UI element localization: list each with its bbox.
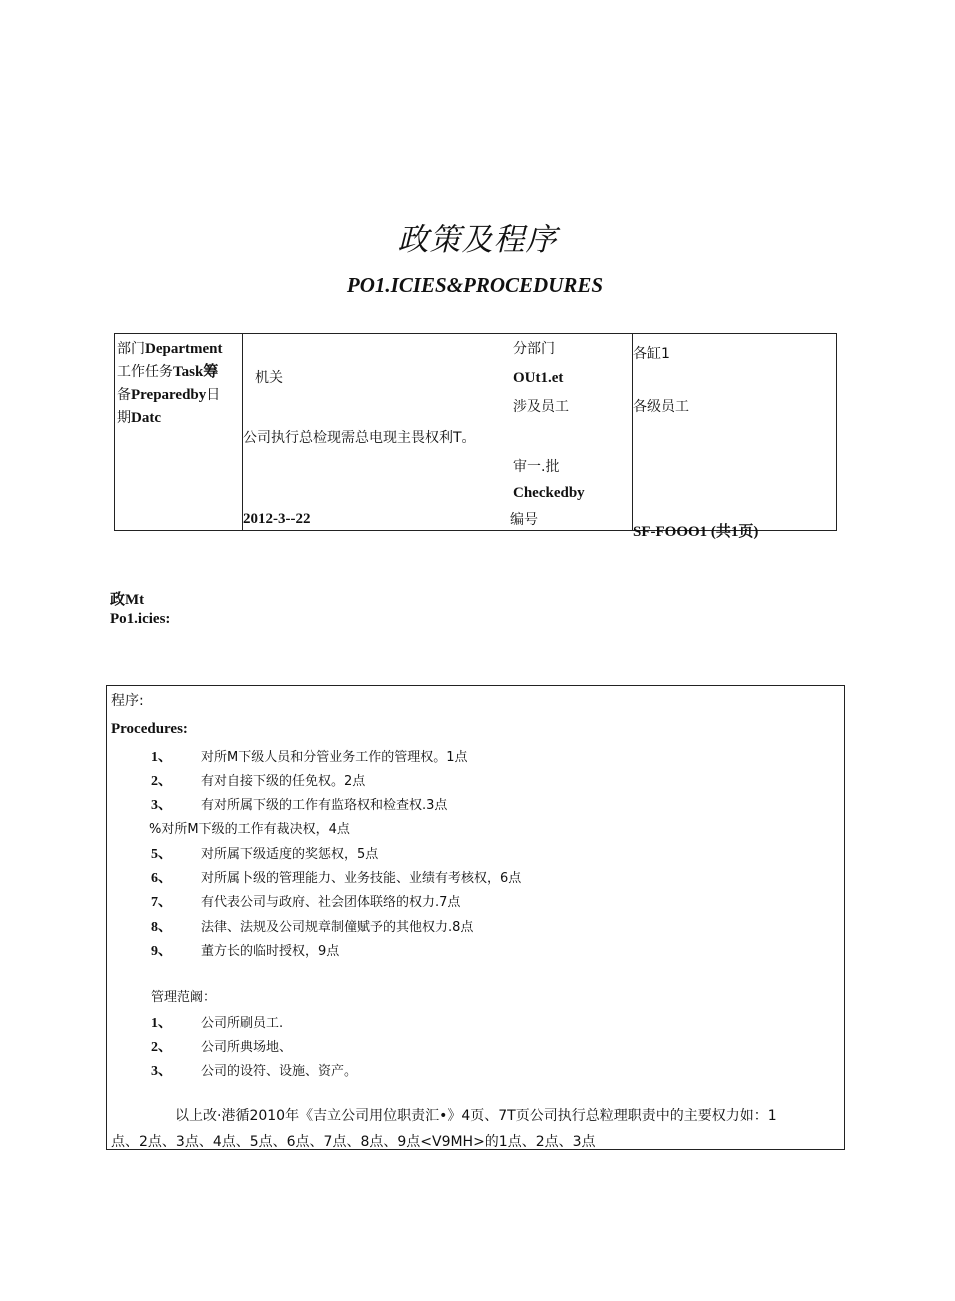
department-value: 机关: [255, 370, 283, 386]
dept-label-cn: 部门: [117, 341, 145, 357]
page-title-cn: 政策及程序: [397, 222, 558, 258]
date-label-cn-a: 日: [206, 387, 221, 403]
sub-dept-label: 分部门: [513, 341, 555, 357]
item-number: 5、: [151, 847, 172, 862]
task-value: 公司执行总检现需总电现主畏权利T。: [243, 430, 476, 446]
summary-paragraph: [111, 1103, 841, 1155]
dept-label-en: Department: [145, 341, 223, 357]
item-text: 有对自接下级的任免权。2点: [201, 774, 366, 789]
item-text: %对所M下级的工作有裁决权，4点: [149, 822, 350, 837]
task-label-cn: 工作任务: [117, 364, 173, 380]
checked-label-en: Checkedby: [513, 485, 585, 501]
procedures-box: [106, 685, 845, 1150]
procedures-label-cn: 程序:: [111, 693, 144, 709]
item-text: 公司的设符、设施、资产。: [201, 1064, 358, 1079]
outlet-label: OUt1.et: [513, 370, 564, 386]
item-text: 对所M下级人员和分管业务工作的管理权。1点: [201, 750, 468, 765]
item-number: 2、: [151, 774, 172, 789]
date-value: 2012-3--22: [243, 511, 311, 527]
item-number: 9、: [151, 944, 172, 959]
checked-label-cn: 审一.批: [513, 459, 560, 475]
prepared-label-cn: 备: [117, 387, 131, 403]
item-text: 公司所刷员工.: [201, 1016, 284, 1031]
page-title-en: PO1.ICIES&PROCEDURES: [346, 273, 604, 297]
item-text: 有代表公司与政府、社会团体联络的权力.7点: [201, 895, 461, 910]
sub-dept-value: 各缸1: [633, 346, 670, 362]
item-number: 2、: [151, 1040, 172, 1055]
involved-label: 涉及员工: [513, 399, 569, 415]
date-label-en: Datc: [131, 410, 161, 426]
involved-value: 各级员工: [633, 399, 689, 415]
item-number: 8、: [151, 920, 172, 935]
item-text: 对所属卜级的管理能力、业务技能、业绩有考核权，6点: [201, 871, 522, 886]
item-number: 7、: [151, 895, 172, 910]
prepared-label-en: Preparedby: [131, 387, 207, 403]
item-text: 法律、法规及公司规章制僮赋予的其他权力.8点: [201, 920, 474, 935]
header-labels: [117, 338, 241, 430]
item-number: 3、: [151, 1064, 172, 1079]
header-table: [114, 333, 837, 540]
item-number: 6、: [151, 871, 172, 886]
date-label-cn-b: 期: [117, 410, 131, 426]
item-text: 对所属下级适度的奖惩权，5点: [201, 847, 379, 862]
procedures-label-en: Procedures:: [111, 721, 188, 737]
item-text: 公司所典场地、: [201, 1040, 293, 1055]
scope-label: 管理范阚：: [151, 990, 217, 1005]
item-number: 3、: [151, 798, 172, 813]
item-number: 1、: [151, 1016, 172, 1031]
summary-line: 点、2点、3点、4点、5点、6点、7点、8点、9点<V9MH>的1点、2点、3点: [111, 1134, 596, 1150]
item-text: 董方长的临时授权，9点: [201, 944, 340, 959]
policy-label-en: Po1.icies:: [110, 611, 171, 627]
item-number: 1、: [151, 750, 172, 765]
policy-label-cn: 政Mt: [110, 592, 145, 608]
number-value: SF-FOOO1 (共1页): [633, 524, 759, 540]
task-label-en: Task筹: [173, 364, 219, 380]
item-text: 有对所属下级的工作有监珞权和检查权.3点: [201, 798, 448, 813]
number-label: 编号: [510, 512, 538, 528]
summary-line: 以上改·港循2010年《吉立公司用位职责汇•》4页、7T页公司执行总粒理职责中的主要权力如：1: [175, 1108, 777, 1124]
